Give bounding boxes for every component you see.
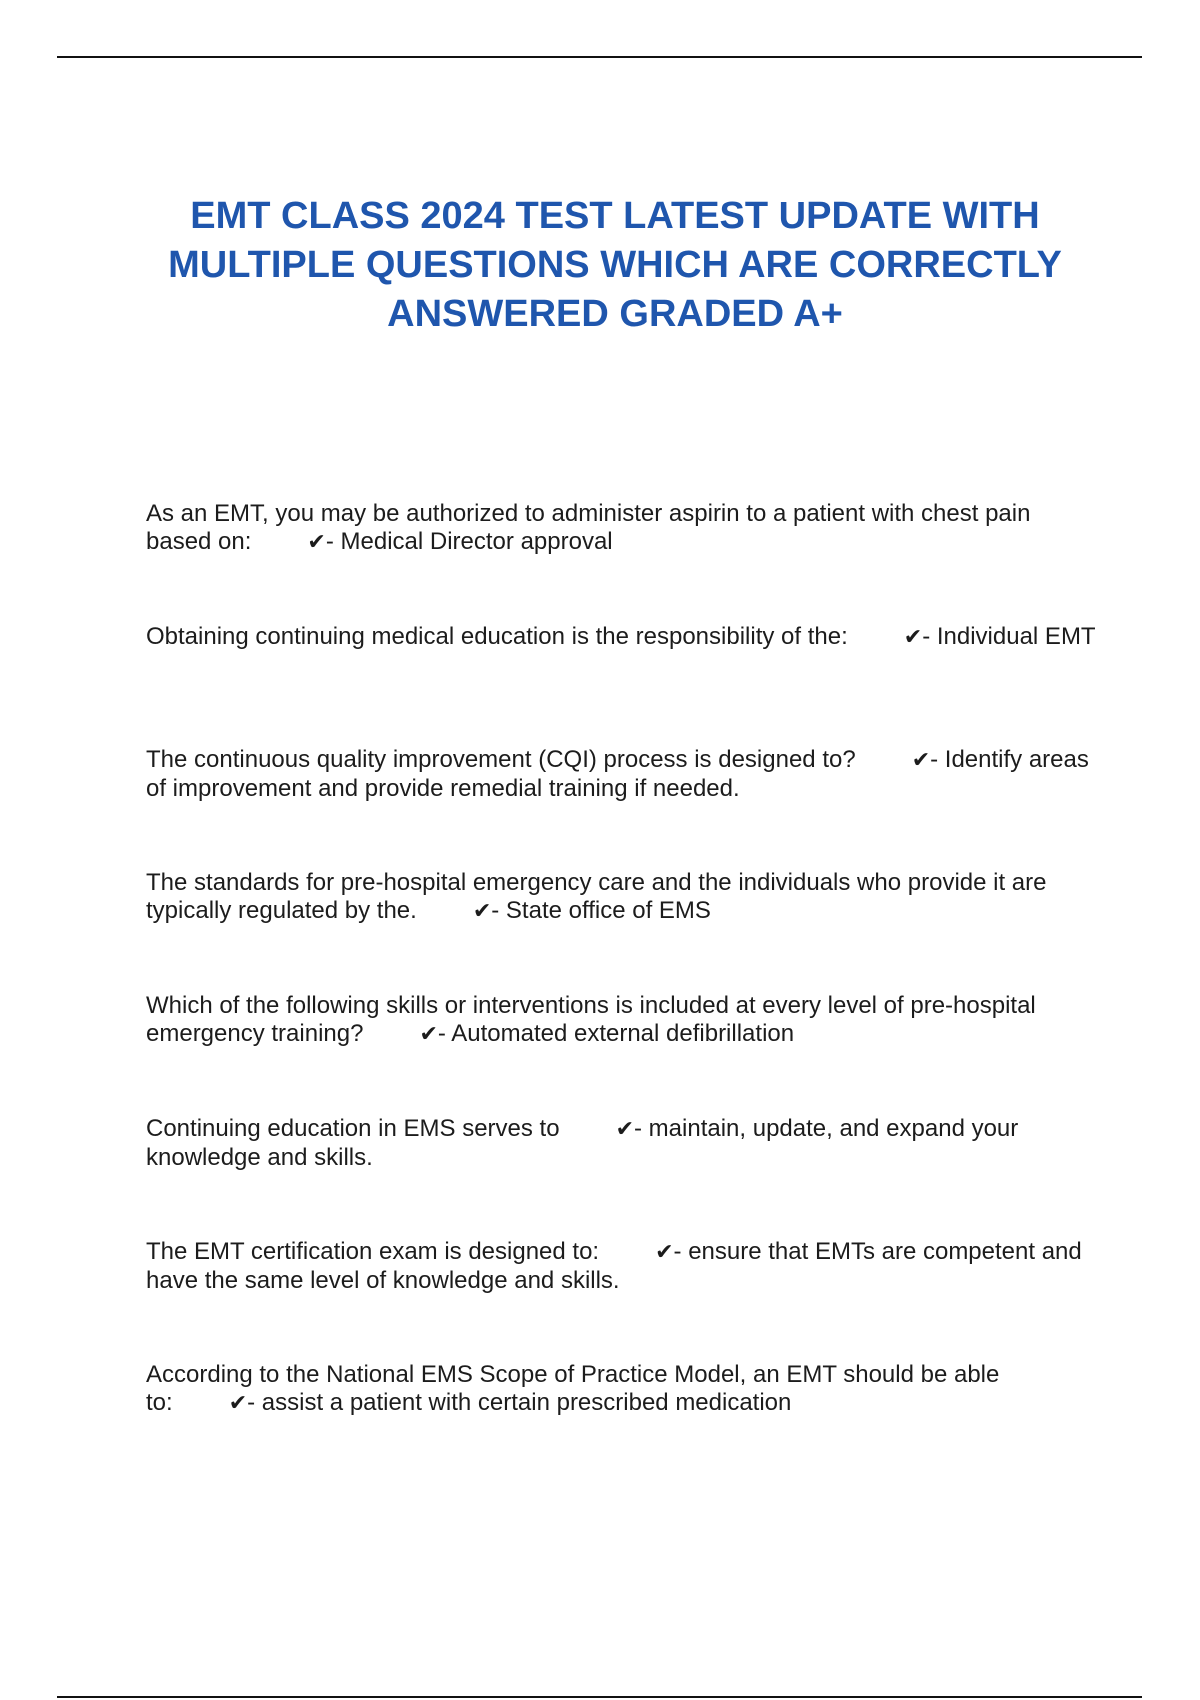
qa-item	[146, 992, 1096, 1115]
check-mark-icon: ✔	[472, 899, 492, 924]
answer-text: - State office of EMS	[491, 897, 711, 924]
check-mark-icon: ✔	[655, 1240, 674, 1265]
question-text: According to the National EMS Scope of Practice Model, an EMT should be able to:	[146, 1361, 1000, 1416]
question-text: The EMT certification exam is designed to:	[146, 1238, 600, 1265]
top-rule	[57, 56, 1142, 58]
qa-item	[146, 1361, 1096, 1484]
check-mark-icon: ✔	[419, 1022, 438, 1047]
qa-item	[146, 623, 1096, 746]
answer-text: - assist a patient with certain prescribed medication	[247, 1389, 792, 1416]
question-text: The standards for pre-hospital emergency care and the individuals who provide it are typically regulated by the.	[146, 869, 1047, 924]
check-mark-icon: ✔	[911, 748, 931, 773]
qa-list	[146, 500, 1096, 1484]
qa-item	[146, 746, 1096, 869]
answer-text: - Automated external defibrillation	[437, 1020, 795, 1047]
check-mark-icon: ✔	[903, 625, 923, 650]
question-text: Which of the following skills or interventions is included at every level of pre-hospital emergency training?	[146, 992, 1036, 1047]
question-text: Continuing education in EMS serves to	[146, 1115, 560, 1142]
question-text: The continuous quality improvement (CQI) process is designed to?	[146, 746, 856, 773]
bottom-rule	[57, 1696, 1142, 1698]
check-mark-icon: ✔	[228, 1391, 248, 1416]
qa-item	[146, 1238, 1096, 1361]
qa-item	[146, 500, 1096, 623]
qa-item	[146, 1115, 1096, 1238]
question-text: Obtaining continuing medical education is the responsibility of the:	[146, 623, 848, 650]
answer-text: - Individual EMT	[922, 623, 1096, 650]
document-title: EMT CLASS 2024 TEST LATEST UPDATE WITH MULTIPLE QUESTIONS WHICH ARE CORRECTLY ANSWERED GRADED A+	[168, 195, 1062, 335]
answer-text: - Medical Director approval	[325, 528, 613, 555]
check-mark-icon: ✔	[307, 530, 326, 555]
qa-item	[146, 869, 1096, 992]
check-mark-icon: ✔	[615, 1117, 635, 1142]
answer-text: - maintain, update, and expand your knowledge and skills.	[146, 1115, 1019, 1171]
question-text: As an EMT, you may be authorized to administer aspirin to a patient with chest pain based on:	[146, 500, 1031, 555]
answer-text: - ensure that EMTs are competent and have the same level of knowledge and skills.	[146, 1238, 1082, 1294]
answer-text: - Identify areas of improvement and provide remedial training if needed.	[146, 746, 1089, 802]
